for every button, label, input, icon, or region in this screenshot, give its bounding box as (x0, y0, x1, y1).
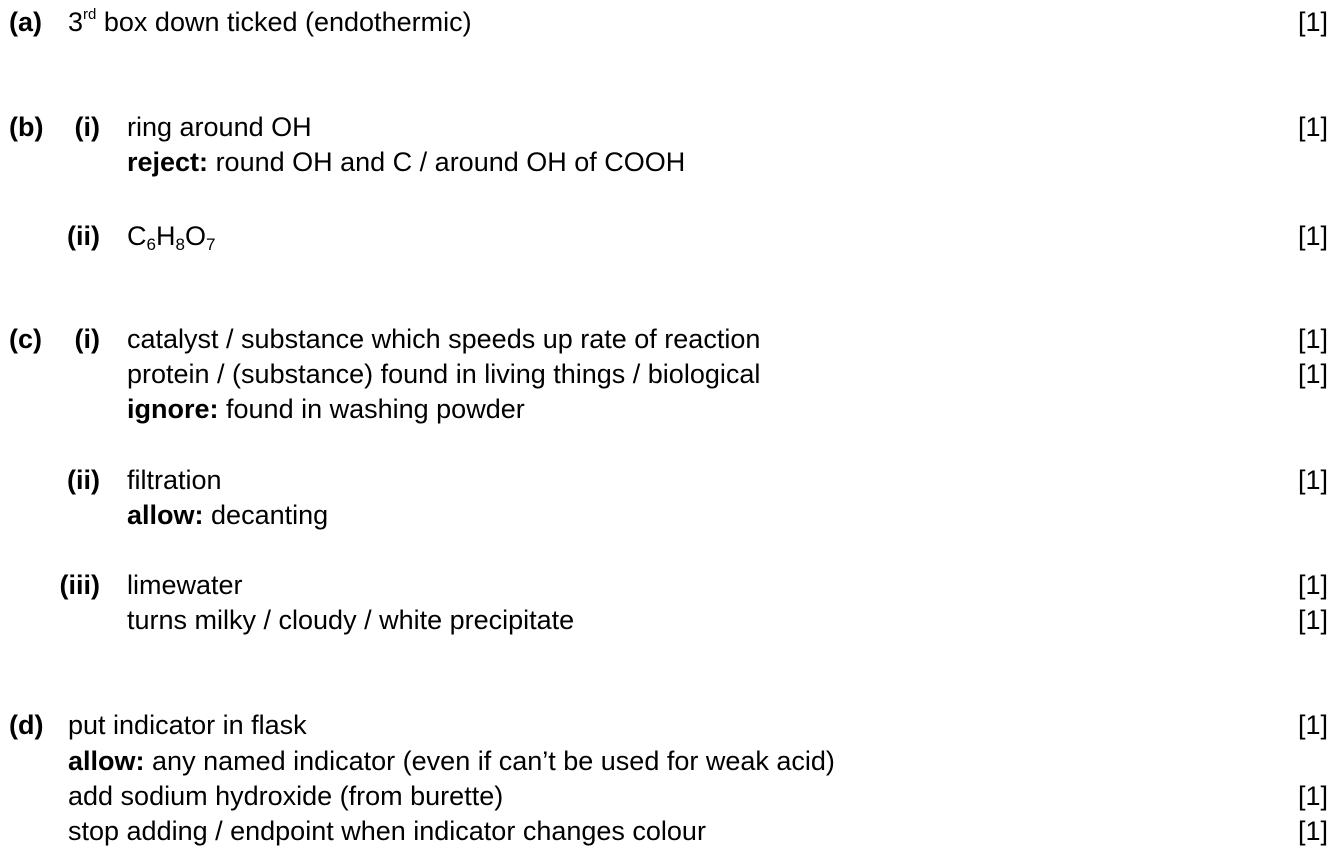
formula-oxygen: O (184, 221, 206, 251)
question-c-label: (c) (9, 324, 42, 354)
question-a-label: (a) (9, 7, 42, 37)
allow-label: allow: (68, 746, 145, 776)
part-d-line3: add sodium hydroxide (from burette) (68, 781, 504, 811)
part-b-i-answer: ring around OH (127, 112, 312, 142)
question-b-label: (b) (9, 112, 44, 142)
question-a-answer (68, 5, 472, 39)
mark-c-i-1: [1] (1297, 324, 1328, 354)
part-c-ii-answer: filtration (127, 465, 222, 495)
formula-hydrogen: H (155, 221, 176, 251)
formula-oxygen-count: 7 (205, 235, 216, 254)
ignore-text: found in washing powder (226, 394, 525, 424)
reject-label: reject: (127, 147, 209, 177)
mark-d-1: [1] (1297, 710, 1328, 740)
part-b-i-reject (127, 145, 685, 179)
allow-text: decanting (211, 500, 329, 530)
mark-a: [1] (1297, 7, 1328, 37)
part-c-i-ignore (127, 392, 525, 426)
part-c-ii-allow (127, 498, 328, 532)
ignore-label: ignore: (127, 394, 219, 424)
part-d-allow (68, 744, 835, 778)
part-c-iii-line1: limewater (127, 570, 243, 600)
formula-carbon: C (127, 221, 147, 251)
part-d-line4: stop adding / endpoint when indicator changes colour (68, 816, 706, 846)
formula-carbon-count: 6 (146, 235, 156, 254)
part-b-i-label: (i) (74, 112, 100, 142)
formula-hydrogen-count: 8 (175, 235, 185, 254)
mark-c-iii-2: [1] (1297, 605, 1328, 635)
allow-label: allow: (127, 500, 204, 530)
part-d-line1: put indicator in flask (68, 710, 307, 740)
part-c-i-line1: catalyst / substance which speeds up rate of reaction (127, 324, 761, 354)
reject-text: round OH and C / around OH of COOH (215, 147, 686, 177)
mark-d-4: [1] (1297, 816, 1328, 846)
part-c-iii-label: (iii) (59, 570, 100, 600)
mark-c-i-2: [1] (1297, 359, 1328, 389)
ordinal-suffix: rd (83, 6, 97, 23)
mark-c-iii-1: [1] (1297, 570, 1328, 600)
ordinal-number: 3 (68, 7, 84, 37)
question-d-label: (d) (9, 710, 44, 740)
part-b-ii-label: (ii) (67, 221, 100, 251)
part-c-iii-line2: turns milky / cloudy / white precipitate (127, 605, 575, 635)
part-c-i-label: (i) (74, 324, 100, 354)
mark-c-ii: [1] (1297, 465, 1328, 495)
allow-text: any named indicator (even if can’t be used for weak acid) (152, 746, 835, 776)
answer-text: box down ticked (endothermic) (103, 7, 472, 37)
part-c-ii-label: (ii) (67, 465, 100, 495)
part-c-i-line2: protein / (substance) found in living things / biological (127, 359, 761, 389)
mark-b-ii: [1] (1297, 221, 1328, 251)
mark-b-i: [1] (1297, 112, 1328, 142)
mark-d-3: [1] (1297, 781, 1328, 811)
chemical-formula (127, 219, 215, 253)
